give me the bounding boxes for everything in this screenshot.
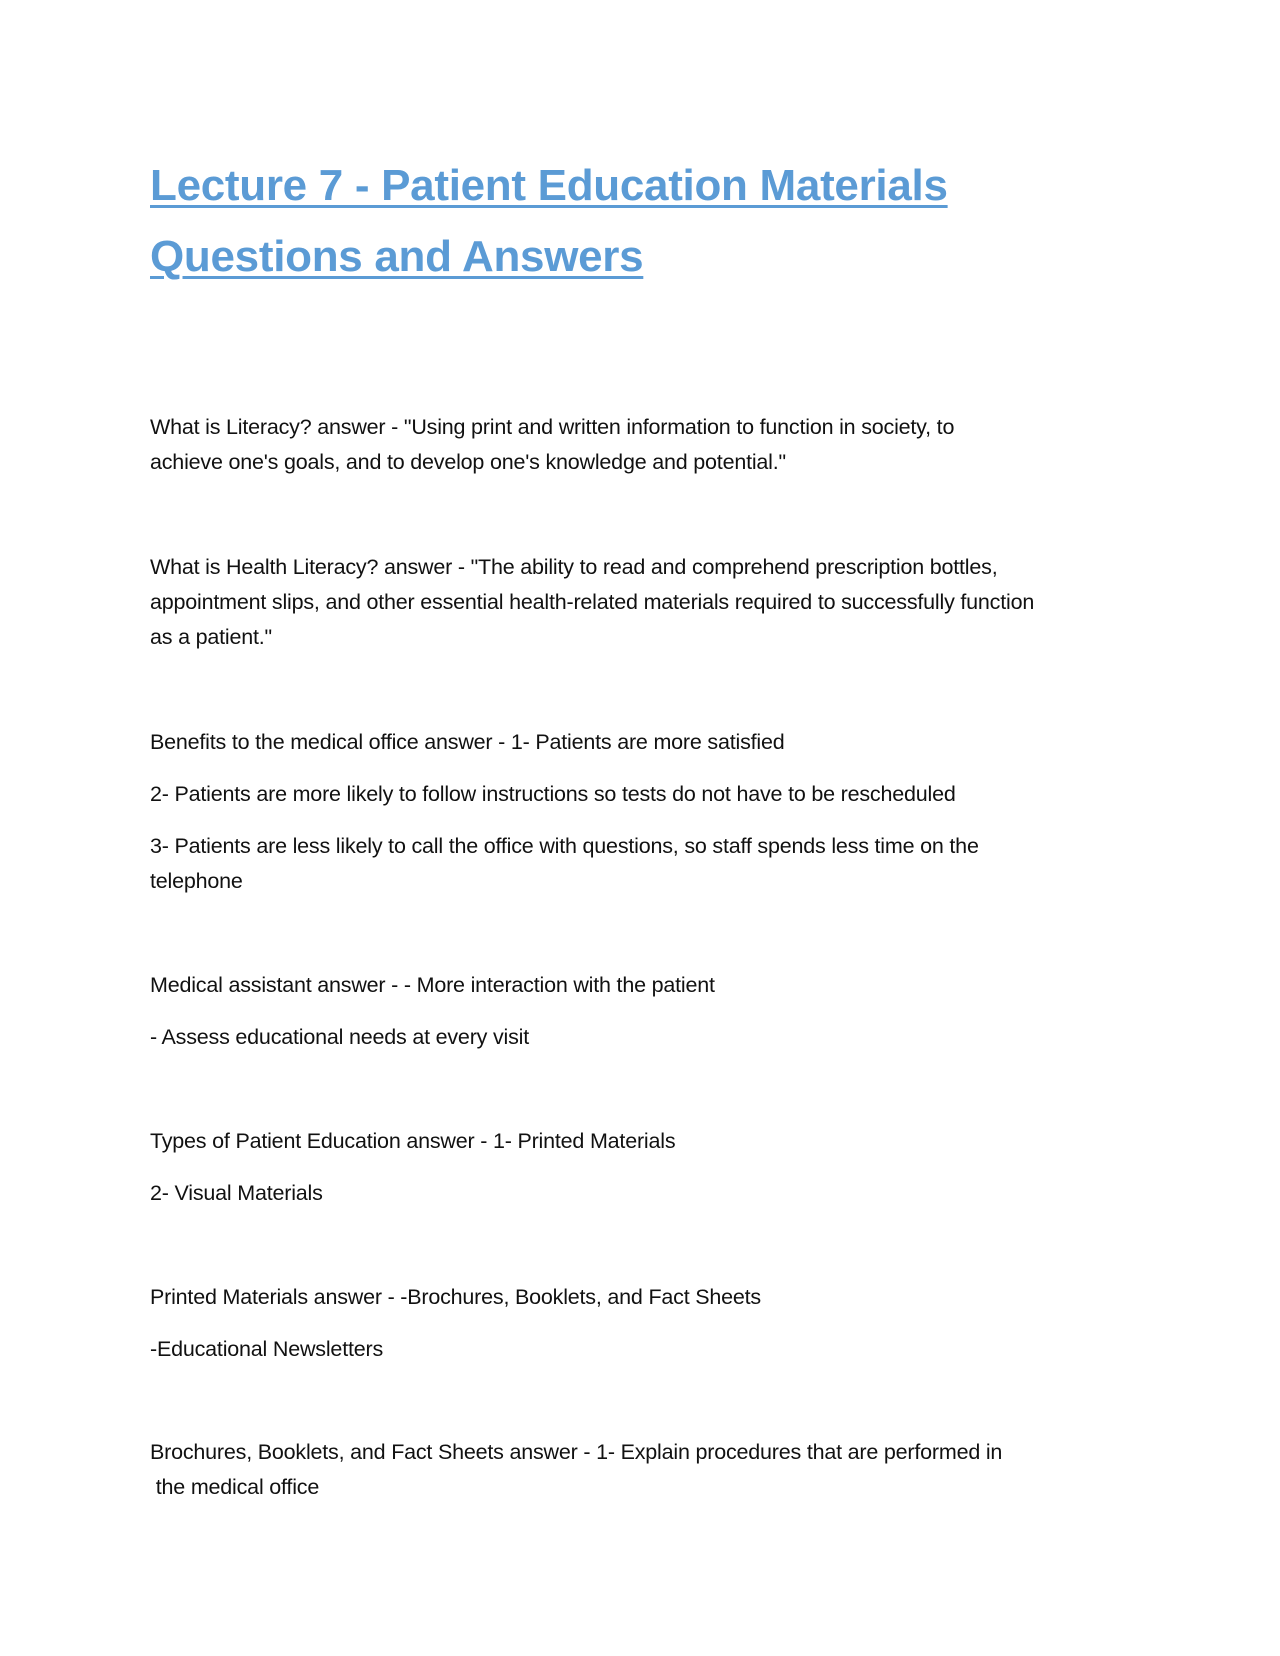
qa-health-literacy-line-2: appointment slips, and other essential health-related materials required to successfully function <box>150 590 1035 614</box>
qa-brochures-line-1: Brochures, Booklets, and Fact Sheets answer - 1- Explain procedures that are performed in <box>150 1440 1003 1464</box>
qa-types-line-2: 2- Visual Materials <box>150 1181 323 1205</box>
title-line-2: Questions and Answers <box>150 232 644 281</box>
qa-benefits-line-4: telephone <box>150 869 243 893</box>
qa-medical-assistant-line-2: - Assess educational needs at every visit <box>150 1025 529 1049</box>
qa-medical-assistant-line-1: Medical assistant answer - - More interaction with the patient <box>150 973 715 997</box>
qa-types-line-1: Types of Patient Education answer - 1- Printed Materials <box>150 1129 676 1153</box>
title-line-1: Lecture 7 - Patient Education Materials <box>150 161 948 210</box>
qa-literacy-line-1: What is Literacy? answer - "Using print and written information to function in society, to <box>150 415 955 439</box>
qa-literacy-line-2: achieve one's goals, and to develop one's knowledge and potential." <box>150 450 786 474</box>
qa-health-literacy-line-3: as a patient." <box>150 625 272 649</box>
qa-benefits-line-2: 2- Patients are more likely to follow instructions so tests do not have to be rescheduled <box>150 782 956 806</box>
qa-printed-materials-line-2: -Educational Newsletters <box>150 1337 384 1361</box>
qa-benefits-line-3: 3- Patients are less likely to call the office with questions, so staff spends less time on the <box>150 834 979 858</box>
page-title <box>150 150 1150 292</box>
qa-printed-materials-line-1: Printed Materials answer - -Brochures, Booklets, and Fact Sheets <box>150 1285 761 1309</box>
qa-health-literacy-line-1: What is Health Literacy? answer - "The ability to read and comprehend prescription bottles, <box>150 555 998 579</box>
qa-benefits-line-1: Benefits to the medical office answer - 1- Patients are more satisfied <box>150 730 785 754</box>
qa-brochures-line-2: the medical office <box>150 1475 320 1499</box>
